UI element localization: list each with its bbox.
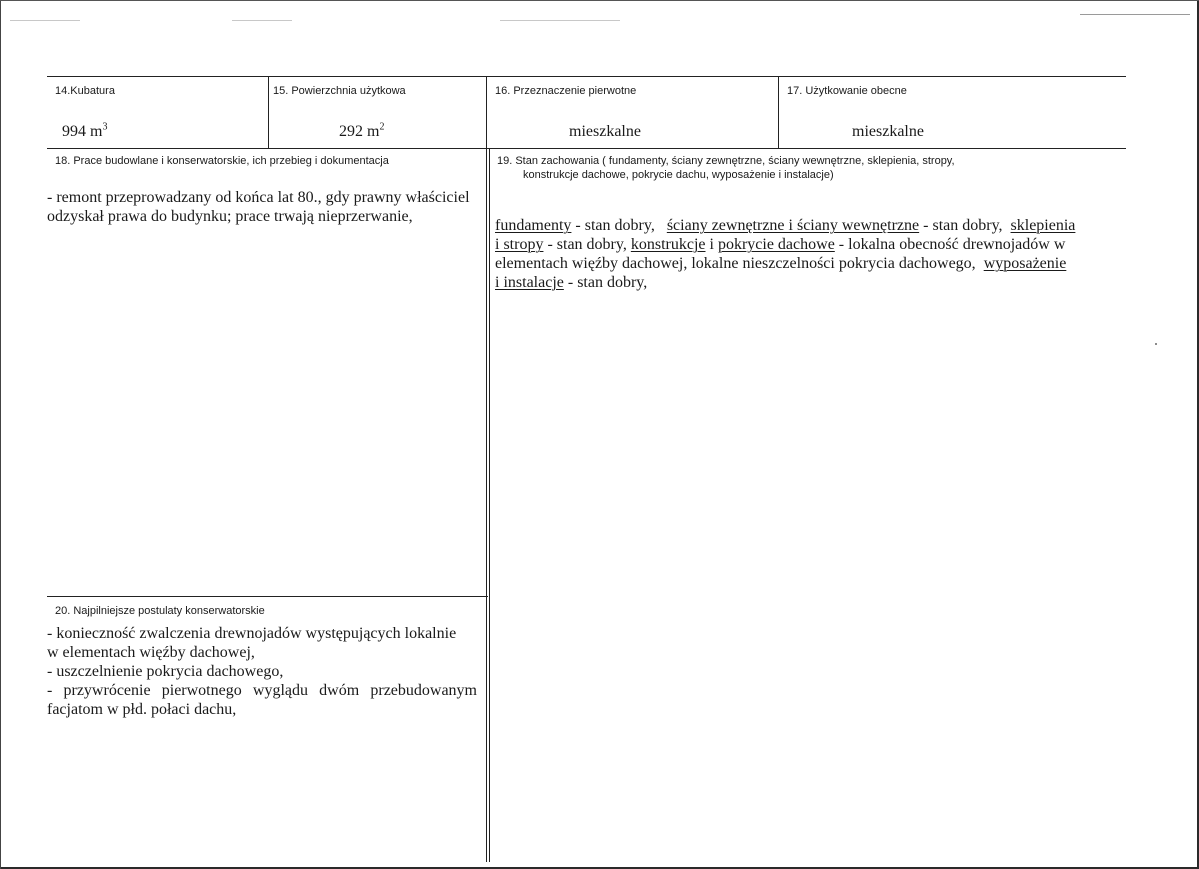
section20-label: 20. Najpilniejsze postulaty konserwatorskie <box>55 605 265 617</box>
uzytkowanie-label: 17. Użytkowanie obecne <box>787 85 907 97</box>
page-border-left <box>0 0 1 869</box>
section20-line: w elementach więźby dachowej, <box>47 644 255 661</box>
powierzchnia-number: 292 m <box>339 123 380 140</box>
sklepienia-term: sklepienia <box>1010 217 1076 234</box>
section19-segment: i <box>705 236 718 253</box>
column-divider <box>778 77 779 148</box>
section18-label: 18. Prace budowlane i konserwatorskie, ich przebieg i dokumentacja <box>55 155 389 167</box>
section20-top-rule <box>47 596 488 597</box>
section18-text <box>47 188 479 226</box>
row-divider-rule <box>47 148 1126 149</box>
section18-line: odzyskał prawa do budynku; prace trwają nieprzerwanie, <box>47 208 413 225</box>
section19-text <box>495 216 1093 292</box>
section20-line: - uszczelnienie pokrycia dachowego, <box>47 663 284 680</box>
section20-line: - konieczność zwalczenia drewnojadów występujących lokalnie <box>47 625 457 642</box>
section19-label: 19. Stan zachowania ( fundamenty, ściany zewnętrzne, ściany wewnętrzne, sklepienia, stropy, <box>497 155 955 167</box>
kubatura-number: 994 m <box>62 123 103 140</box>
pokrycie-term: pokrycie dachowe <box>717 236 835 253</box>
section19-segment: - lokalna obecność drewnojadów w <box>834 236 1066 253</box>
instalacje-term: i instalacje <box>495 274 564 291</box>
faint-rule <box>10 20 80 21</box>
przeznaczenie-label: 16. Przeznaczenie pierwotne <box>495 85 637 97</box>
section19-segment: elementach więźby dachowej, lokalne nieszczelności pokrycia dachowego, <box>495 255 984 272</box>
section19-line <box>495 235 1093 254</box>
sciany-term: ściany zewnętrzne i ściany wewnętrzne <box>666 217 920 234</box>
kubatura-label: 14.Kubatura <box>55 85 115 97</box>
section20-line: - przywrócenie pierwotnego wyglądu dwóm przebudowanym <box>47 682 477 699</box>
section20-text <box>47 624 477 719</box>
section20-line: facjatom w płd. połaci dachu, <box>47 701 237 718</box>
table-top-rule <box>47 76 1126 77</box>
przeznaczenie-value: mieszkalne <box>569 123 641 140</box>
fundamenty-term: fundamenty <box>495 217 572 234</box>
section18-line: - remont przeprowadzany od końca lat 80., gdy prawny właściciel <box>47 189 470 206</box>
kubatura-unit-sup: 3 <box>102 121 108 133</box>
powierzchnia-value <box>339 123 384 141</box>
powierzchnia-label: 15. Powierzchnia użytkowa <box>273 85 406 97</box>
section19-line <box>495 216 1093 235</box>
wyposazenie-term: wyposażenie <box>983 255 1067 272</box>
section19-segment: - stan dobry, <box>919 217 1011 234</box>
section19-segment: - stan dobry, <box>571 217 667 234</box>
stropy-term: i stropy <box>495 236 544 253</box>
powierzchnia-unit-sup: 2 <box>379 121 385 133</box>
scan-speck <box>1155 343 1157 345</box>
section19-segment: - stan dobry, <box>563 274 648 291</box>
faint-rule <box>500 20 620 21</box>
section19-label-cont: konstrukcje dachowe, pokrycie dachu, wyposażenie i instalacje) <box>523 169 834 181</box>
section19-line <box>495 254 1093 273</box>
konstrukcje-term: konstrukcje <box>630 236 706 253</box>
column-divider <box>489 149 490 862</box>
column-divider <box>486 77 487 862</box>
page-border-top <box>0 0 1199 1</box>
kubatura-value <box>62 123 107 141</box>
uzytkowanie-value: mieszkalne <box>852 123 924 140</box>
section19-segment: - stan dobry, <box>543 236 631 253</box>
faint-rule <box>232 20 292 21</box>
column-divider <box>268 77 269 148</box>
section19-line <box>495 273 1093 292</box>
faint-rule <box>1080 14 1190 15</box>
